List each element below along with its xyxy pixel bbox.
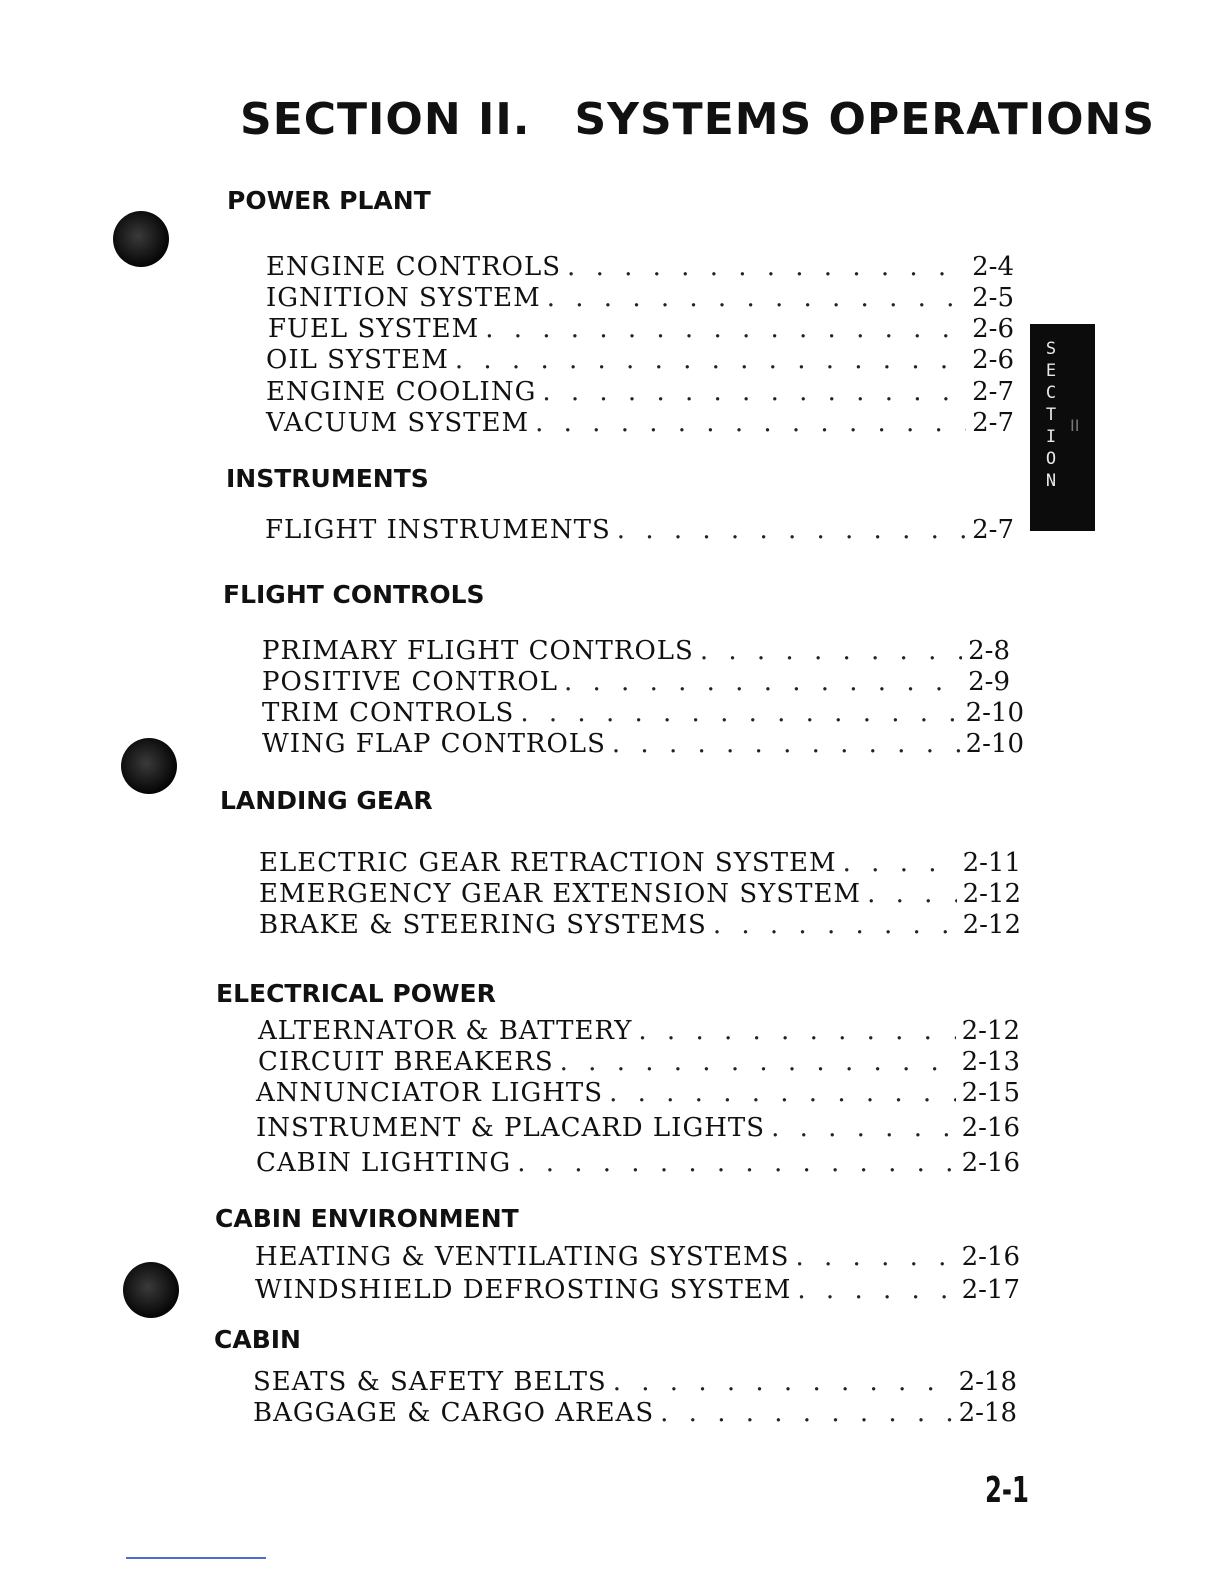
entry-page: 2-12	[962, 910, 1021, 940]
toc-entry-trim-controls[interactable]	[262, 698, 1024, 728]
toc-entry-primary-flight-controls[interactable]	[262, 636, 1010, 666]
entry-page: 2-16	[961, 1113, 1020, 1143]
leader-dots	[485, 314, 966, 344]
entry-label: WINDSHIELD DEFROSTING SYSTEM	[255, 1275, 792, 1305]
leader-dots	[542, 377, 966, 407]
entry-page: 2-15	[961, 1078, 1020, 1108]
entry-label: WING FLAP CONTROLS	[262, 729, 606, 759]
entry-page: 2-7	[972, 408, 1014, 438]
entry-page: 2-13	[961, 1047, 1020, 1077]
heading-flight-controls: FLIGHT CONTROLS	[223, 580, 485, 609]
toc-entry-oil-system[interactable]	[266, 345, 1014, 375]
entry-page: 2-16	[961, 1148, 1020, 1178]
toc-entry-alternator-battery[interactable]	[258, 1016, 1020, 1046]
entry-page: 2-6	[972, 314, 1014, 344]
toc-entry-flight-instruments[interactable]	[265, 515, 1014, 545]
entry-page: 2-17	[961, 1275, 1020, 1305]
leader-dots	[535, 408, 966, 438]
leader-dots	[560, 1047, 956, 1077]
entry-label: ELECTRIC GEAR RETRACTION SYSTEM	[259, 848, 837, 878]
entry-page: 2-5	[972, 283, 1014, 313]
leader-dots	[567, 252, 966, 282]
entry-label: PRIMARY FLIGHT CONTROLS	[262, 636, 694, 666]
entry-page: 2-10	[965, 729, 1024, 759]
punch-hole	[121, 738, 177, 794]
page-number: 2-1	[985, 1470, 1029, 1511]
toc-entry-windshield-defrosting[interactable]	[255, 1275, 1020, 1305]
toc-entry-seats-safety-belts[interactable]	[253, 1367, 1017, 1397]
toc-entry-annunciator-lights[interactable]	[256, 1078, 1020, 1108]
leader-dots	[771, 1113, 956, 1143]
entry-page: 2-12	[962, 879, 1021, 909]
footer-rule	[126, 1557, 266, 1559]
toc-entry-circuit-breakers[interactable]	[258, 1047, 1020, 1077]
leader-dots	[638, 1016, 955, 1046]
section-tab-label: S E C T I O N	[1045, 339, 1057, 491]
entry-page: 2-7	[972, 377, 1014, 407]
toc-entry-electric-gear-retraction[interactable]	[259, 848, 1021, 878]
toc-entry-emergency-gear-extension[interactable]	[259, 879, 1021, 909]
leader-dots	[609, 1078, 955, 1108]
heading-electrical-power: ELECTRICAL POWER	[216, 979, 496, 1008]
leader-dots	[520, 698, 959, 728]
entry-label: POSITIVE CONTROL	[262, 667, 558, 697]
toc-entry-engine-cooling[interactable]	[266, 377, 1014, 407]
leader-dots	[517, 1148, 955, 1178]
entry-page: 2-16	[961, 1242, 1020, 1272]
entry-page: 2-18	[958, 1367, 1017, 1397]
title-section-number: SECTION II.	[240, 94, 531, 145]
entry-label: ALTERNATOR & BATTERY	[258, 1016, 633, 1046]
toc-entry-heating-ventilating[interactable]	[255, 1242, 1020, 1272]
heading-landing-gear: LANDING GEAR	[220, 786, 433, 815]
entry-label: BAGGAGE & CARGO AREAS	[253, 1398, 655, 1428]
toc-entry-instrument-placard-lights[interactable]	[256, 1113, 1020, 1143]
leader-dots	[547, 283, 966, 313]
toc-entry-vacuum-system[interactable]	[266, 408, 1014, 438]
leader-dots	[797, 1275, 955, 1305]
entry-label: HEATING & VENTILATING SYSTEMS	[255, 1242, 790, 1272]
leader-dots	[455, 345, 966, 375]
section-tab[interactable]	[1030, 324, 1095, 531]
toc-entry-engine-controls[interactable]	[266, 252, 1014, 282]
leader-dots	[660, 1398, 952, 1428]
leader-dots	[700, 636, 962, 666]
entry-label: SEATS & SAFETY BELTS	[253, 1367, 607, 1397]
leader-dots	[612, 729, 960, 759]
entry-label: BRAKE & STEERING SYSTEMS	[259, 910, 707, 940]
leader-dots	[843, 848, 957, 878]
entry-label: CABIN LIGHTING	[256, 1148, 512, 1178]
leader-dots	[617, 515, 966, 545]
entry-page: 2-6	[972, 345, 1014, 375]
toc-entry-baggage-cargo[interactable]	[253, 1398, 1017, 1428]
toc-entry-ignition-system[interactable]	[266, 283, 1014, 313]
heading-power-plant: POWER PLANT	[227, 186, 431, 215]
entry-label: FUEL SYSTEM	[268, 314, 480, 344]
toc-entry-positive-control[interactable]	[262, 667, 1010, 697]
leader-dots	[564, 667, 962, 697]
entry-label: IGNITION SYSTEM	[266, 283, 541, 313]
leader-dots	[713, 910, 957, 940]
entry-page: 2-8	[968, 636, 1010, 666]
entry-label: FLIGHT INSTRUMENTS	[265, 515, 611, 545]
entry-page: 2-4	[972, 252, 1014, 282]
toc-entry-wing-flap-controls[interactable]	[262, 729, 1024, 759]
entry-label: TRIM CONTROLS	[262, 698, 515, 728]
punch-hole	[113, 211, 169, 267]
heading-instruments: INSTRUMENTS	[226, 464, 429, 493]
entry-page: 2-11	[962, 848, 1021, 878]
leader-dots	[867, 879, 957, 909]
page-title	[240, 94, 1155, 145]
entry-page: 2-12	[961, 1016, 1020, 1046]
toc-entry-fuel-system[interactable]	[268, 314, 1014, 344]
entry-label: ENGINE CONTROLS	[266, 252, 562, 282]
entry-page: 2-18	[958, 1398, 1017, 1428]
toc-entry-brake-steering[interactable]	[259, 910, 1021, 940]
entry-label: ANNUNCIATOR LIGHTS	[256, 1078, 604, 1108]
entry-page: 2-10	[965, 698, 1024, 728]
leader-dots	[796, 1242, 956, 1272]
entry-label: EMERGENCY GEAR EXTENSION SYSTEM	[259, 879, 862, 909]
entry-page: 2-9	[968, 667, 1010, 697]
toc-entry-cabin-lighting[interactable]	[256, 1148, 1020, 1178]
leader-dots	[613, 1367, 953, 1397]
entry-label: CIRCUIT BREAKERS	[258, 1047, 554, 1077]
entry-label: OIL SYSTEM	[266, 345, 449, 375]
heading-cabin: CABIN	[214, 1325, 301, 1354]
punch-hole	[123, 1262, 179, 1318]
entry-label: ENGINE COOLING	[266, 377, 537, 407]
entry-label: VACUUM SYSTEM	[266, 408, 530, 438]
title-section-name: SYSTEMS OPERATIONS	[574, 94, 1156, 145]
heading-cabin-environment: CABIN ENVIRONMENT	[215, 1204, 519, 1233]
section-tab-number: II	[1070, 416, 1080, 435]
entry-label: INSTRUMENT & PLACARD LIGHTS	[256, 1113, 766, 1143]
entry-page: 2-7	[972, 515, 1014, 545]
